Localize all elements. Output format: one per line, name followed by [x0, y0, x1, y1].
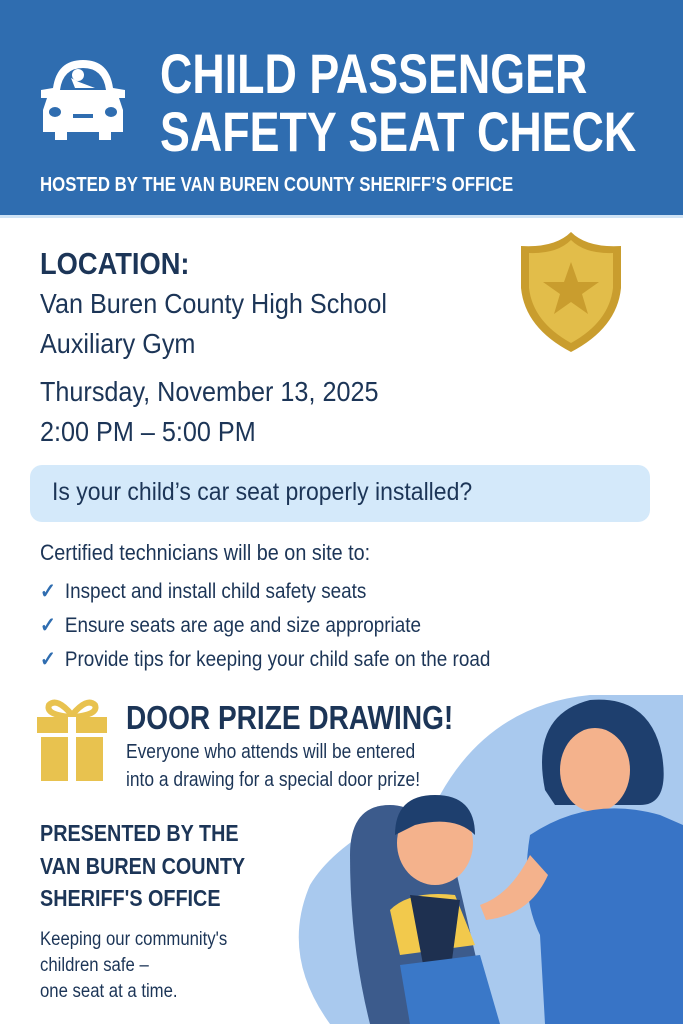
- subtitle: HOSTED BY THE VAN BUREN COUNTY SHERIFF’S OFFICE: [40, 174, 514, 196]
- presented-line-1: PRESENTED BY THE: [40, 820, 239, 846]
- prize-heading: DOOR PRIZE DRAWING!: [126, 699, 454, 736]
- service-item-label: Inspect and install child safety seats: [64, 580, 367, 603]
- service-item: [40, 647, 490, 672]
- service-item-label: Provide tips for keeping your child safe on the road: [64, 648, 491, 671]
- header-banner: [0, 0, 683, 218]
- service-item: [40, 613, 421, 638]
- car-icon: [33, 48, 133, 148]
- check-icon: ✓: [40, 580, 56, 603]
- prize-line-2: into a drawing for a special door prize!: [126, 769, 421, 791]
- service-item: [40, 579, 366, 604]
- prize-line-1: Everyone who attends will be entered: [126, 741, 416, 763]
- check-icon: ✓: [40, 614, 56, 637]
- gift-icon: [37, 697, 107, 781]
- service-item-label: Ensure seats are age and size appropriate: [64, 614, 422, 637]
- presented-line-2: VAN BUREN COUNTY: [40, 853, 246, 879]
- event-date: Thursday, November 13, 2025: [40, 376, 379, 407]
- presented-line-3: SHERIFF'S OFFICE: [40, 885, 221, 911]
- question-text: Is your child’s car seat properly installed?: [52, 478, 473, 506]
- title-line-2: SAFETY SEAT CHECK: [160, 100, 637, 163]
- check-icon: ✓: [40, 648, 56, 671]
- event-time: 2:00 PM – 5:00 PM: [40, 416, 256, 447]
- sheriff-badge-icon: [515, 228, 627, 356]
- title-line-1: CHILD PASSENGER: [160, 42, 588, 105]
- tagline-line-3: one seat at a time.: [40, 981, 178, 1002]
- location-heading: LOCATION:: [40, 246, 190, 281]
- tagline-line-1: Keeping our community's: [40, 929, 228, 950]
- location-line-1: Van Buren County High School: [40, 288, 387, 319]
- tagline-line-2: children safe –: [40, 955, 149, 976]
- location-line-2: Auxiliary Gym: [40, 328, 196, 359]
- services-intro: Certified technicians will be on site to:: [40, 540, 371, 565]
